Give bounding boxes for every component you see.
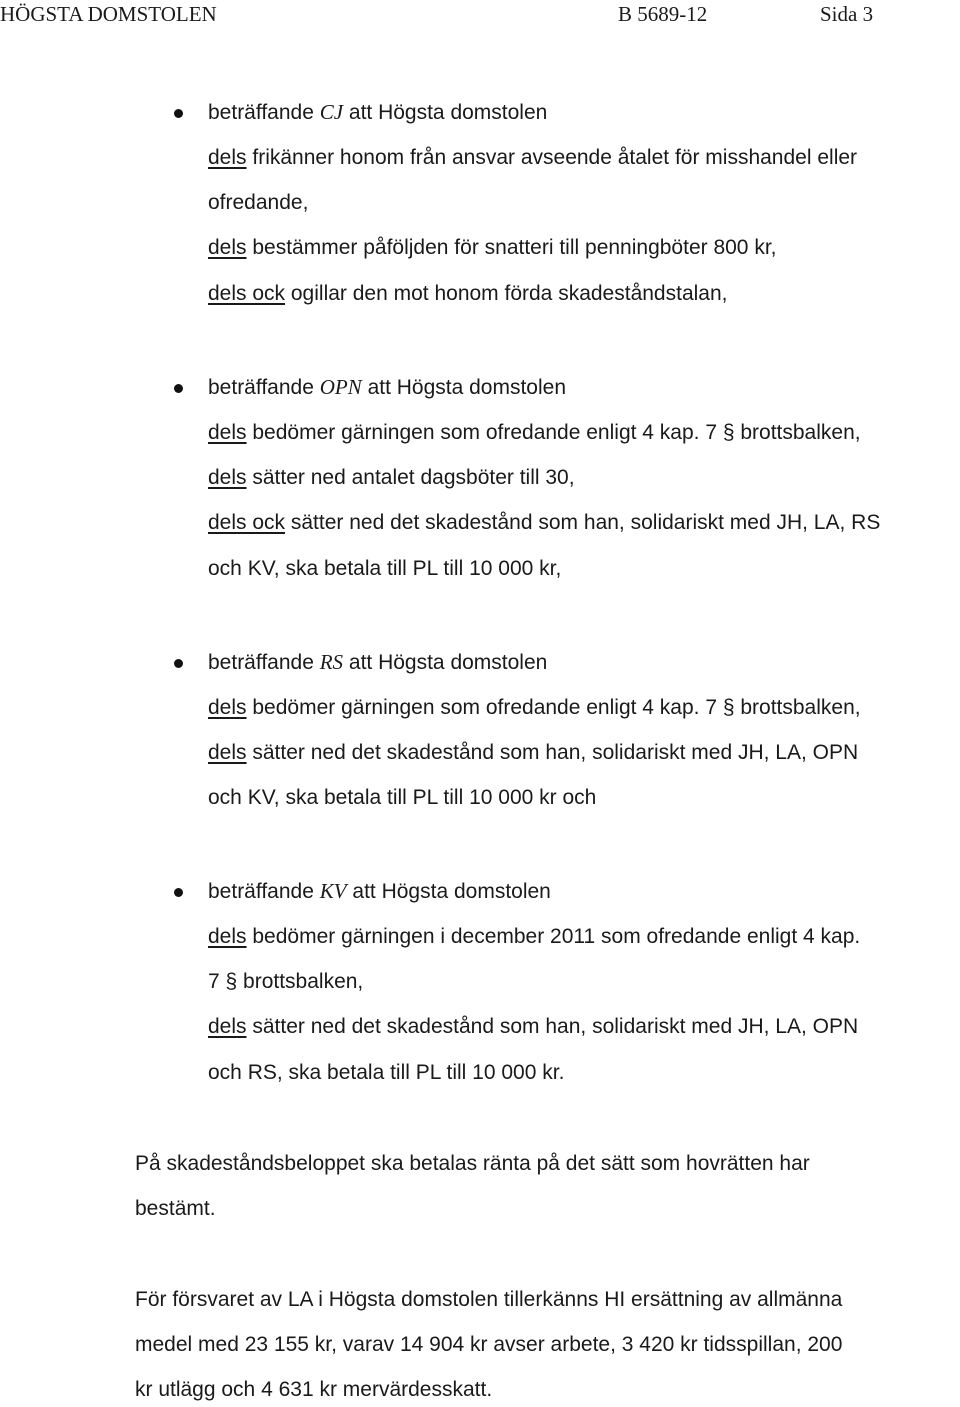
- underlined-word: dels: [208, 421, 247, 444]
- ruling-line: [208, 509, 880, 537]
- ruling-text: sätter ned antalet dagsböter till 30,: [246, 466, 575, 489]
- ruling-line: [208, 234, 777, 262]
- ruling-line: [208, 464, 575, 492]
- bullet-icon: [174, 888, 183, 897]
- underlined-word: dels: [208, 146, 247, 169]
- ruling-text: sätter ned det skadestånd som han, solidariskt med JH, LA, OPN: [246, 1015, 859, 1038]
- ruling-text: och RS, ska betala till PL till 10 000 kr.: [208, 1061, 565, 1084]
- page-header: [0, 0, 960, 30]
- ruling-line: [208, 144, 857, 172]
- ruling-text: ofredande,: [208, 191, 309, 214]
- ruling-line: [208, 739, 858, 767]
- ruling-person: RS: [319, 650, 344, 674]
- bullet-icon: [174, 659, 183, 668]
- ruling-text: och KV, ska betala till PL till 10 000 kr,: [208, 557, 562, 580]
- underlined-word: dels ock: [208, 282, 286, 305]
- underlined-word: dels: [208, 1015, 247, 1038]
- ruling-person: OPN: [319, 375, 362, 399]
- ruling-text: sätter ned det skadestånd som han, solidariskt med JH, LA, RS: [285, 511, 881, 534]
- paragraph-line: medel med 23 155 kr, varav 14 904 kr avser arbete, 3 420 kr tidsspillan, 200: [135, 1333, 843, 1356]
- ruling-prefix: beträffande: [208, 651, 314, 674]
- underlined-word: dels: [208, 696, 247, 719]
- ruling-heading: [208, 98, 547, 126]
- paragraph-line: kr utlägg och 4 631 kr mervärdesskatt.: [135, 1378, 493, 1401]
- ruling-text: 7 § brottsbalken,: [208, 970, 364, 993]
- ruling-text: och KV, ska betala till PL till 10 000 kr och: [208, 786, 597, 809]
- ruling-line: [208, 923, 860, 951]
- ruling-text: bestämmer påföljden för snatteri till penningböter 800 kr,: [246, 236, 777, 259]
- ruling-line: [208, 189, 308, 217]
- ruling-person: KV: [319, 879, 347, 903]
- ruling-suffix: att Högsta domstolen: [367, 376, 567, 399]
- bullet-icon: [174, 109, 183, 118]
- ruling-line: [208, 784, 596, 812]
- ruling-line: [208, 1059, 564, 1087]
- ruling-heading: [208, 877, 551, 905]
- page-number: Sida 3: [820, 2, 874, 26]
- underlined-word: dels ock: [208, 511, 286, 534]
- ruling-text: bedömer gärningen som ofredande enligt 4 kap. 7 § brottsbalken,: [246, 696, 861, 719]
- ruling-line: [208, 968, 363, 996]
- underlined-word: dels: [208, 925, 247, 948]
- ruling-text: ogillar den mot honom förda skadeståndstalan,: [285, 282, 728, 305]
- underlined-word: dels: [208, 466, 247, 489]
- ruling-suffix: att Högsta domstolen: [348, 651, 548, 674]
- ruling-text: frikänner honom från ansvar avseende åtalet för misshandel eller: [246, 146, 858, 169]
- case-number: B 5689-12: [618, 2, 708, 26]
- ruling-prefix: beträffande: [208, 376, 314, 399]
- ruling-text: bedömer gärningen som ofredande enligt 4 kap. 7 § brottsbalken,: [246, 421, 861, 444]
- ruling-heading: [208, 648, 547, 676]
- ruling-line: [208, 694, 861, 722]
- ruling-suffix: att Högsta domstolen: [348, 101, 548, 124]
- ruling-line: [208, 419, 861, 447]
- bullet-icon: [174, 384, 183, 393]
- ruling-line: [208, 1013, 858, 1041]
- underlined-word: dels: [208, 236, 247, 259]
- paragraph-line: bestämt.: [135, 1197, 216, 1220]
- court-name: HÖGSTA DOMSTOLEN: [0, 2, 217, 26]
- ruling-prefix: beträffande: [208, 101, 314, 124]
- ruling-line: [208, 555, 561, 583]
- ruling-text: sätter ned det skadestånd som han, solidariskt med JH, LA, OPN: [246, 741, 859, 764]
- ruling-text: bedömer gärningen i december 2011 som ofredande enligt 4 kap.: [246, 925, 861, 948]
- ruling-person: CJ: [319, 100, 344, 124]
- ruling-suffix: att Högsta domstolen: [352, 880, 551, 903]
- paragraph-line: På skadeståndsbeloppet ska betalas ränta på det sätt som hovrätten har: [135, 1152, 810, 1175]
- underlined-word: dels: [208, 741, 247, 764]
- ruling-line: [208, 280, 727, 308]
- ruling-prefix: beträffande: [208, 880, 314, 903]
- ruling-heading: [208, 373, 566, 401]
- paragraph-line: För försvaret av LA i Högsta domstolen tillerkänns HI ersättning av allmänna: [135, 1288, 843, 1311]
